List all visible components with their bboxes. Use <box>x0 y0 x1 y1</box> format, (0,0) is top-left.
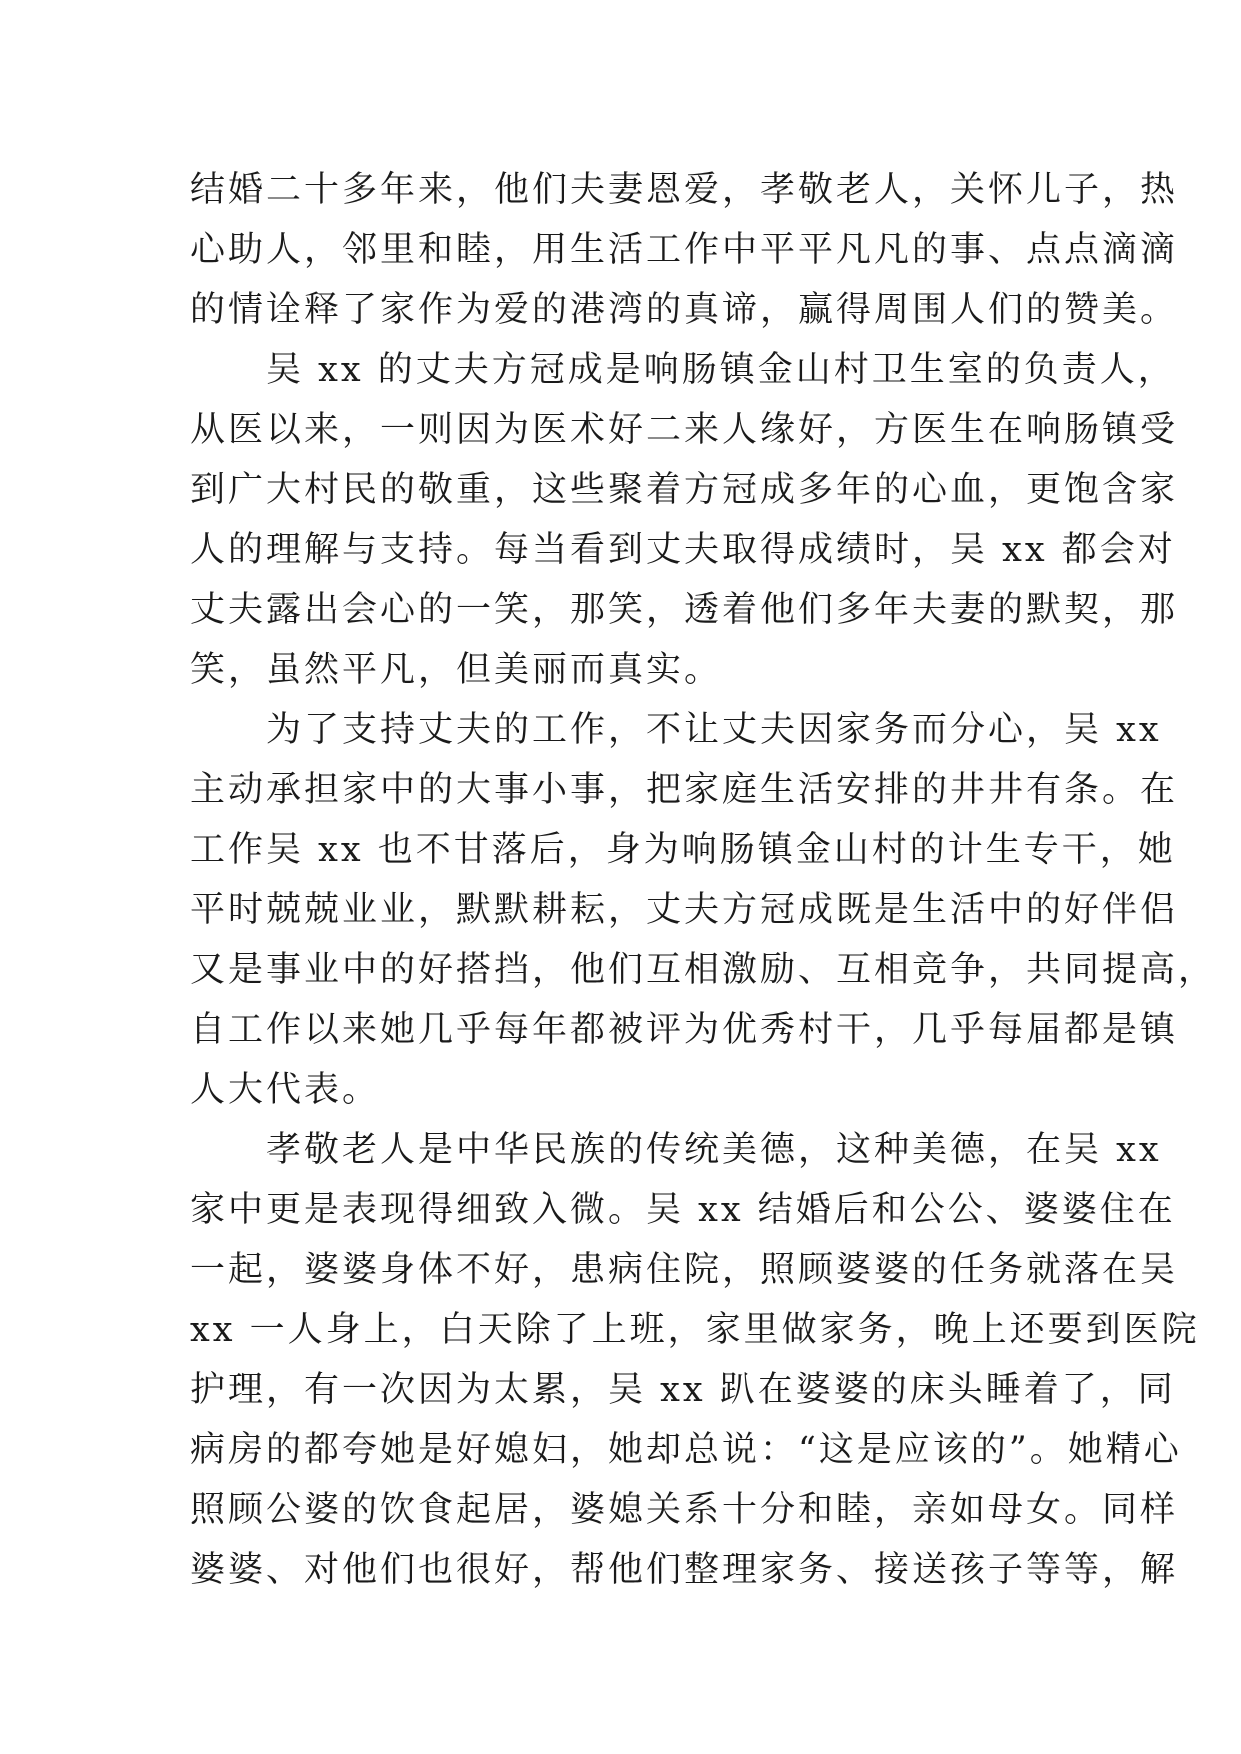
text-line: 到广大村民的敬重，这些聚着方冠成多年的心血，更饱含家 <box>190 470 1179 510</box>
text-line: 自工作以来她几乎每年都被评为优秀村干，几乎每届都是镇 <box>190 1010 1179 1050</box>
text-line: 从医以来，一则因为医术好二来人缘好，方医生在响肠镇受 <box>190 410 1179 450</box>
text-line: 主动承担家中的大事小事，把家庭生活安排的井井有条。在 <box>190 770 1179 810</box>
text-line: 又是事业中的好搭挡，他们互相激励、互相竞争，共同提高， <box>190 950 1217 990</box>
text-line: 结婚二十多年来，他们夫妻恩爱，孝敬老人，关怀儿子，热 <box>190 170 1179 210</box>
text-line: 人的理解与支持。每当看到丈夫取得成绩时，吴 xx 都会对 <box>190 530 1176 570</box>
text-line: 病房的都夸她是好媳妇，她却总说：“这是应该的”。她精心 <box>190 1430 1182 1470</box>
text-line: 吴 xx 的丈夫方冠成是响肠镇金山村卫生室的负责人， <box>190 350 1176 390</box>
text-line: 笑，虽然平凡，但美丽而真实。 <box>190 650 723 690</box>
text-line: 人大代表。 <box>190 1070 381 1110</box>
text-line: 平时兢兢业业，默默耕耘，丈夫方冠成既是生活中的好伴侣 <box>190 890 1179 930</box>
text-line: 丈夫露出会心的一笑，那笑，透着他们多年夫妻的默契，那 <box>190 590 1179 630</box>
text-line: 一起，婆婆身体不好，患病住院，照顾婆婆的任务就落在吴 <box>190 1250 1179 1290</box>
document-body <box>190 160 1217 1600</box>
text-line: 心助人，邻里和睦，用生活工作中平平凡凡的事、点点滴滴 <box>190 230 1179 270</box>
text-line: 孝敬老人是中华民族的传统美德，这种美德，在吴 xx <box>190 1130 1162 1170</box>
text-line: 婆婆、对他们也很好，帮他们整理家务、接送孩子等等，解 <box>190 1550 1179 1590</box>
text-line: 护理，有一次因为太累，吴 xx 趴在婆婆的床头睡着了，同 <box>190 1370 1176 1410</box>
text-line: 为了支持丈夫的工作，不让丈夫因家务而分心，吴 xx <box>190 710 1162 750</box>
text-line: 的情诠释了家作为爱的港湾的真谛，赢得周围人们的赞美。 <box>190 290 1179 330</box>
text-line: 照顾公婆的饮食起居，婆媳关系十分和睦，亲如母女。同样 <box>190 1490 1179 1530</box>
text-line: 家中更是表现得细致入微。吴 xx 结婚后和公公、婆婆住在 <box>190 1190 1176 1230</box>
text-line: 工作吴 xx 也不甘落后，身为响肠镇金山村的计生专干，她 <box>190 830 1176 870</box>
text-line: xx 一人身上，白天除了上班，家里做家务，晚上还要到医院 <box>190 1310 1200 1350</box>
